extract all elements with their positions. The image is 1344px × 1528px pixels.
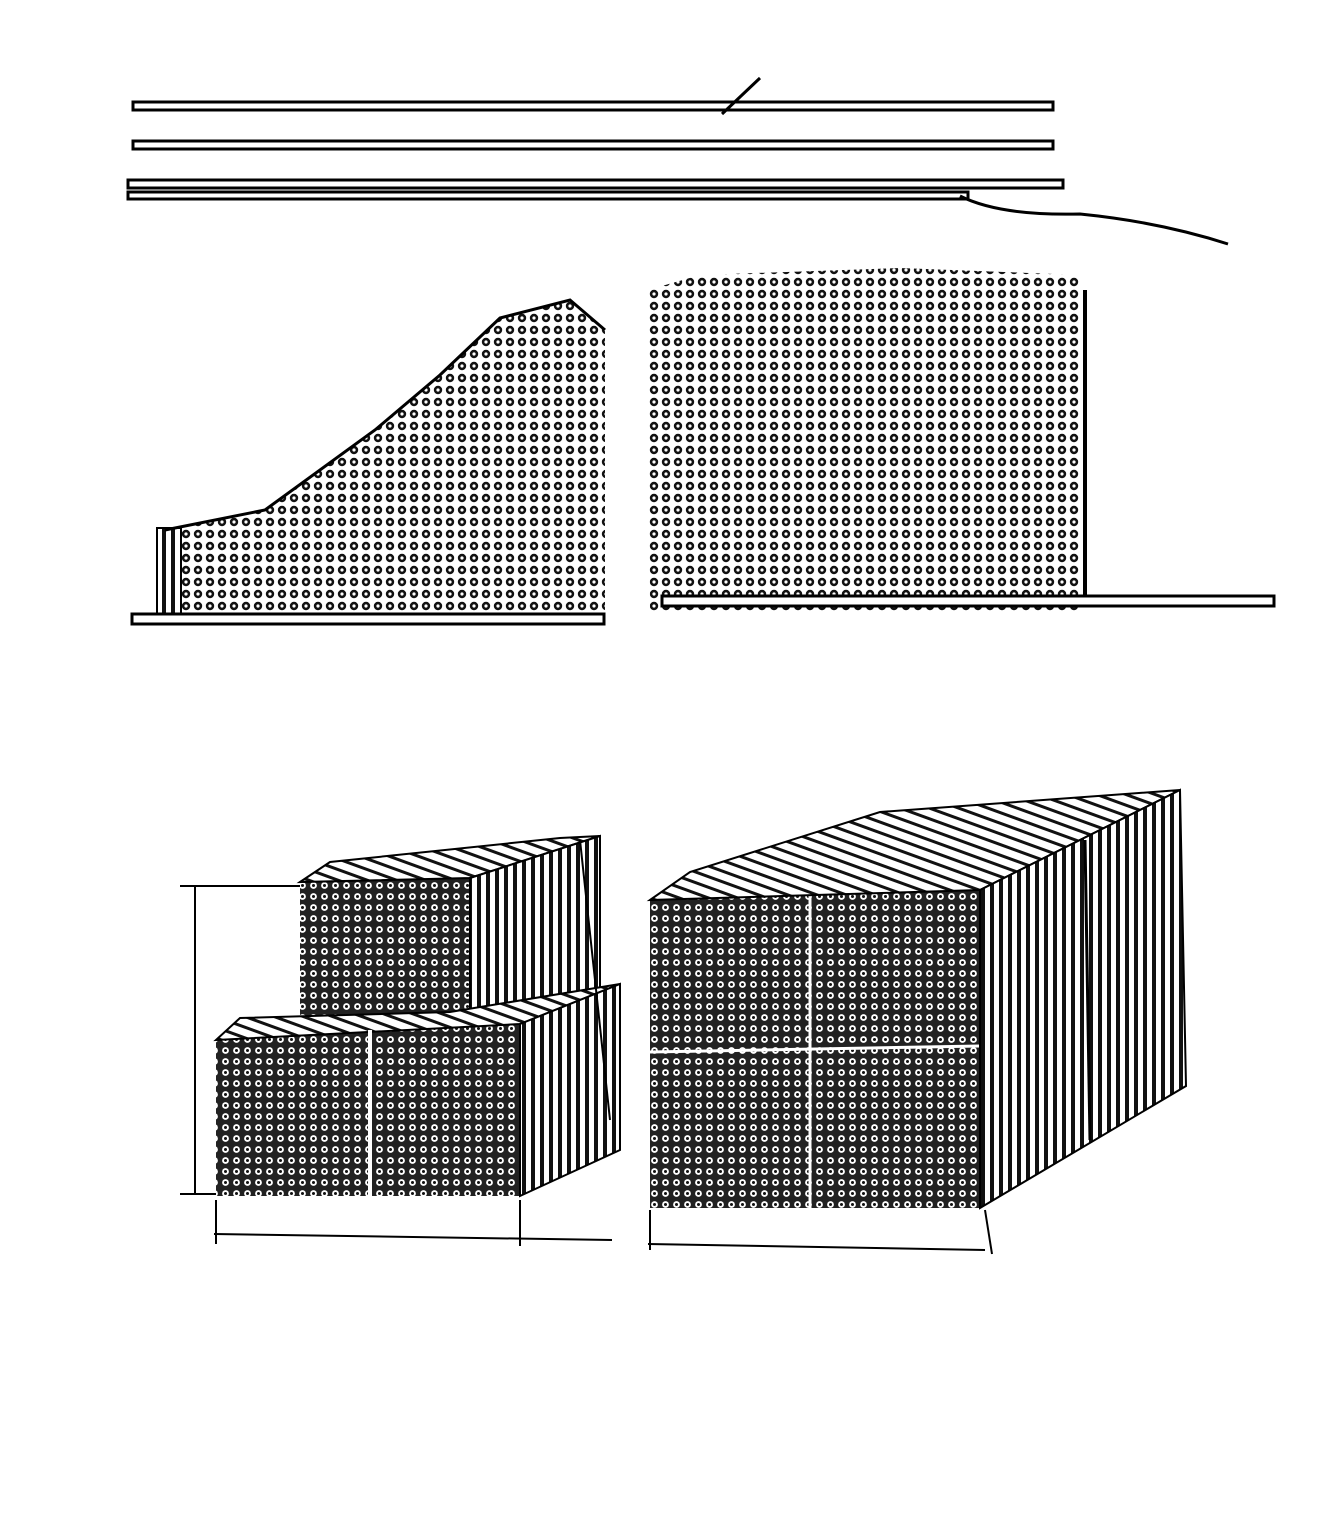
panel-a-ground-line — [960, 196, 1228, 244]
panel-b-cell-stack-left — [132, 290, 610, 624]
panel-b-cell-stack-right — [640, 260, 1274, 620]
panel-b-left-base — [132, 614, 604, 624]
panel-b-left-end-post — [157, 528, 181, 616]
panel-v-bundle-stack-right — [648, 790, 1186, 1254]
dim-width-right-line — [648, 1244, 985, 1250]
panel-a-board-3 — [128, 180, 1063, 188]
dim-width-left-line — [214, 1234, 612, 1240]
panel-b-right-base — [662, 596, 1274, 606]
panel-a-row-stack — [128, 78, 1228, 244]
panel-a-board-1 — [133, 102, 1053, 110]
panel-a-board-2 — [133, 141, 1053, 149]
panel-v-bundle-stack-left — [180, 836, 620, 1246]
panel-a-board-bottom — [128, 192, 968, 199]
